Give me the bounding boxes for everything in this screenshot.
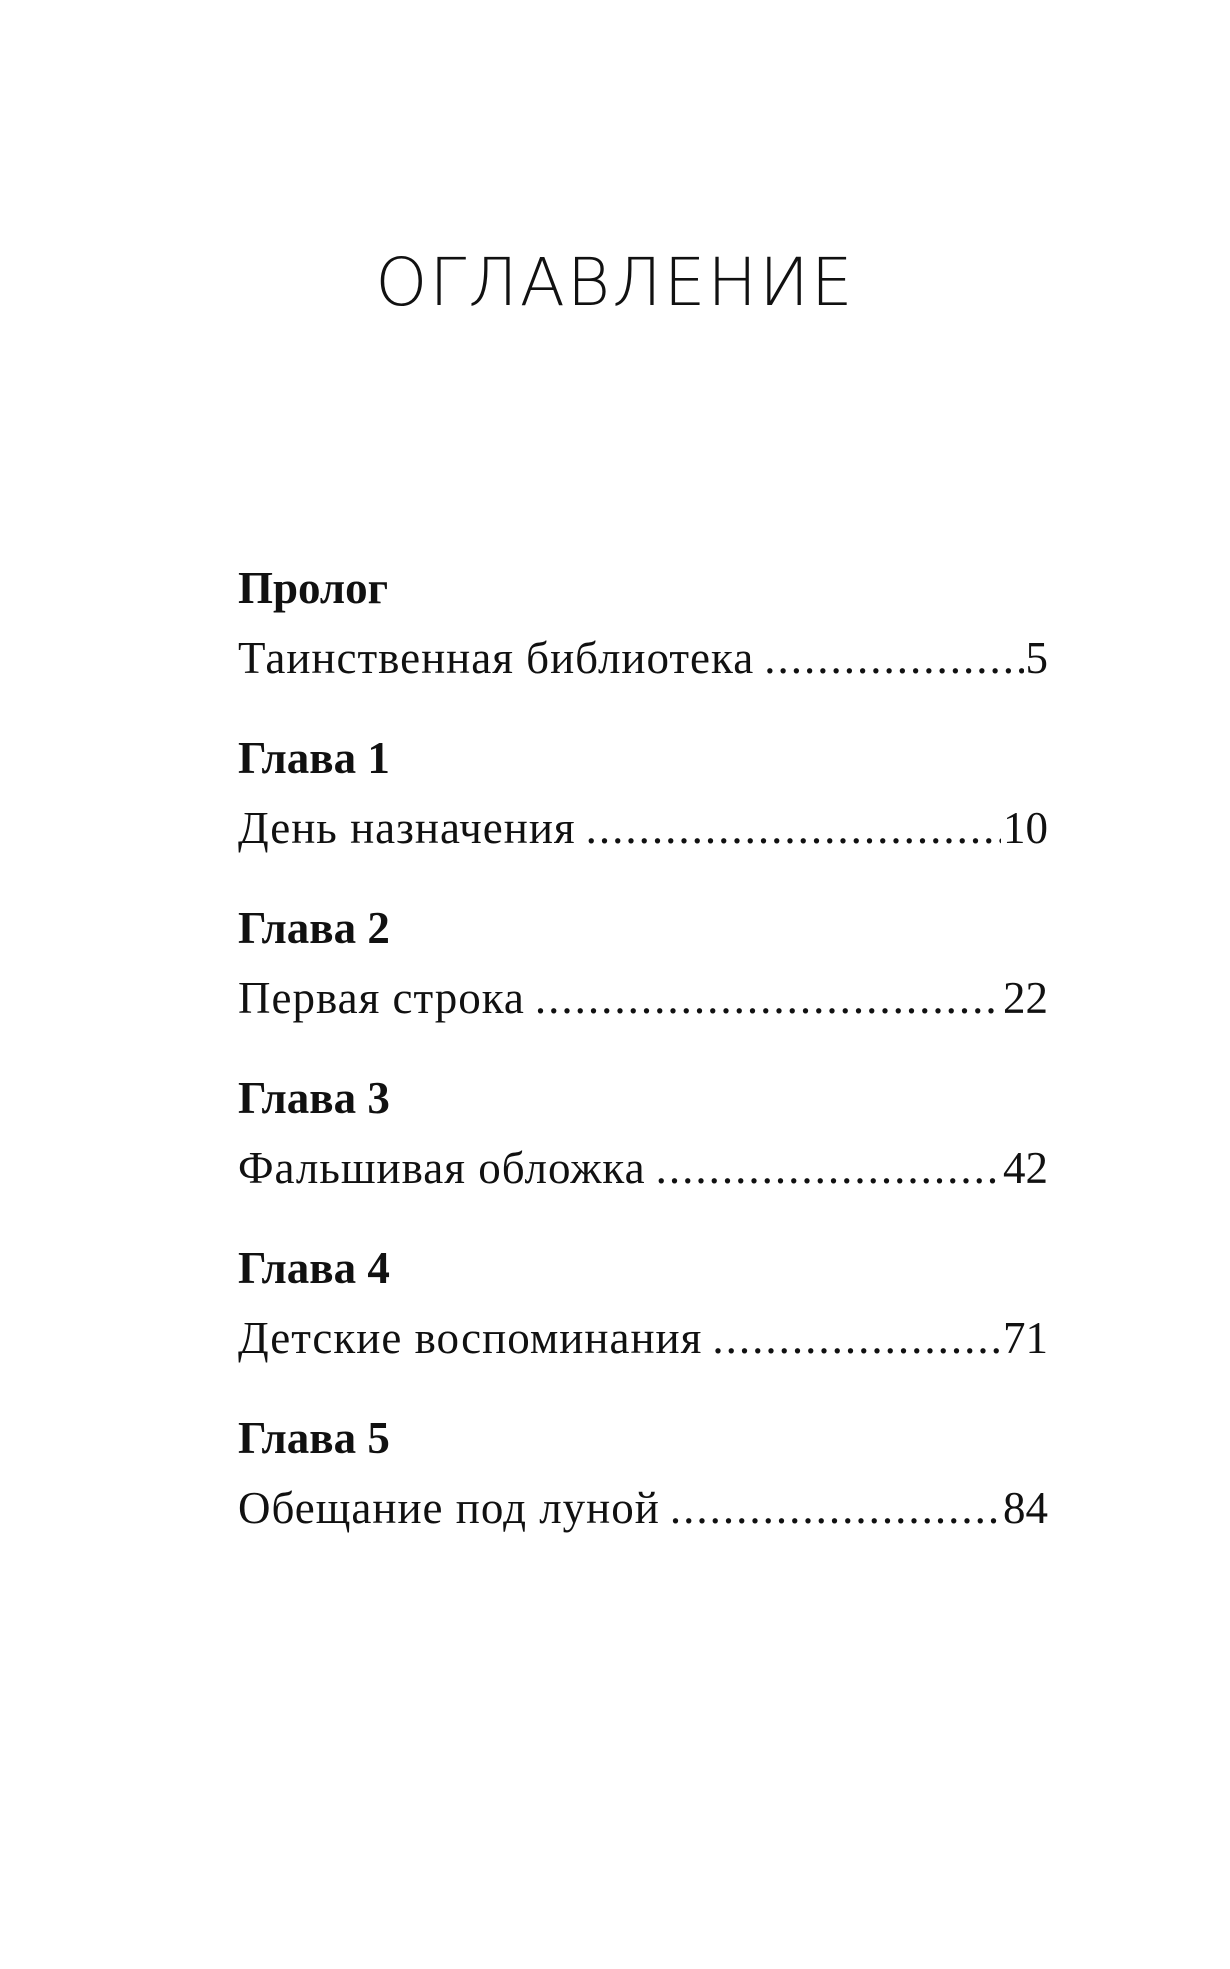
toc-entry-chapter-3 [238, 1068, 1048, 1238]
chapter-label: Глава 2 [238, 903, 390, 953]
toc-entry-chapter-4 [238, 1238, 1048, 1408]
toc-line [238, 1468, 1048, 1548]
chapter-name: Детские воспоминания [238, 1313, 703, 1363]
toc-entry-chapter-5 [238, 1408, 1048, 1578]
chapter-label: Пролог [238, 563, 389, 613]
page-number: 5 [1025, 633, 1048, 683]
dot-leader [712, 1298, 1001, 1378]
toc-line [238, 788, 1048, 868]
toc-line [238, 1128, 1048, 1208]
dot-leader [670, 1468, 1001, 1548]
chapter-label: Глава 4 [238, 1243, 390, 1293]
page-number: 71 [1003, 1313, 1048, 1363]
toc-line [238, 618, 1048, 698]
page-number: 84 [1003, 1483, 1048, 1533]
table-of-contents [238, 558, 1048, 1578]
page-number: 42 [1003, 1143, 1048, 1193]
chapter-label: Глава 5 [238, 1413, 390, 1463]
toc-entry-chapter-2 [238, 898, 1048, 1068]
toc-entry-prologue [238, 558, 1048, 728]
dot-leader [535, 958, 1001, 1038]
page-number: 22 [1003, 973, 1048, 1023]
toc-line [238, 1298, 1048, 1378]
chapter-name: День назначения [238, 803, 576, 853]
dot-leader [586, 788, 1001, 868]
toc-line [238, 958, 1048, 1038]
dot-leader [656, 1128, 1001, 1208]
page-title: ОГЛАВЛЕНИЕ [375, 244, 855, 321]
chapter-name: Фальшивая обложка [238, 1143, 646, 1193]
toc-entry-chapter-1 [238, 728, 1048, 898]
chapter-name: Таинственная библиотека [238, 633, 755, 683]
chapter-name: Обещание под луной [238, 1483, 660, 1533]
page-number: 10 [1003, 803, 1048, 853]
chapter-label: Глава 1 [238, 733, 390, 783]
chapter-label: Глава 3 [238, 1073, 390, 1123]
chapter-name: Первая строка [238, 973, 525, 1023]
dot-leader [764, 618, 1023, 698]
